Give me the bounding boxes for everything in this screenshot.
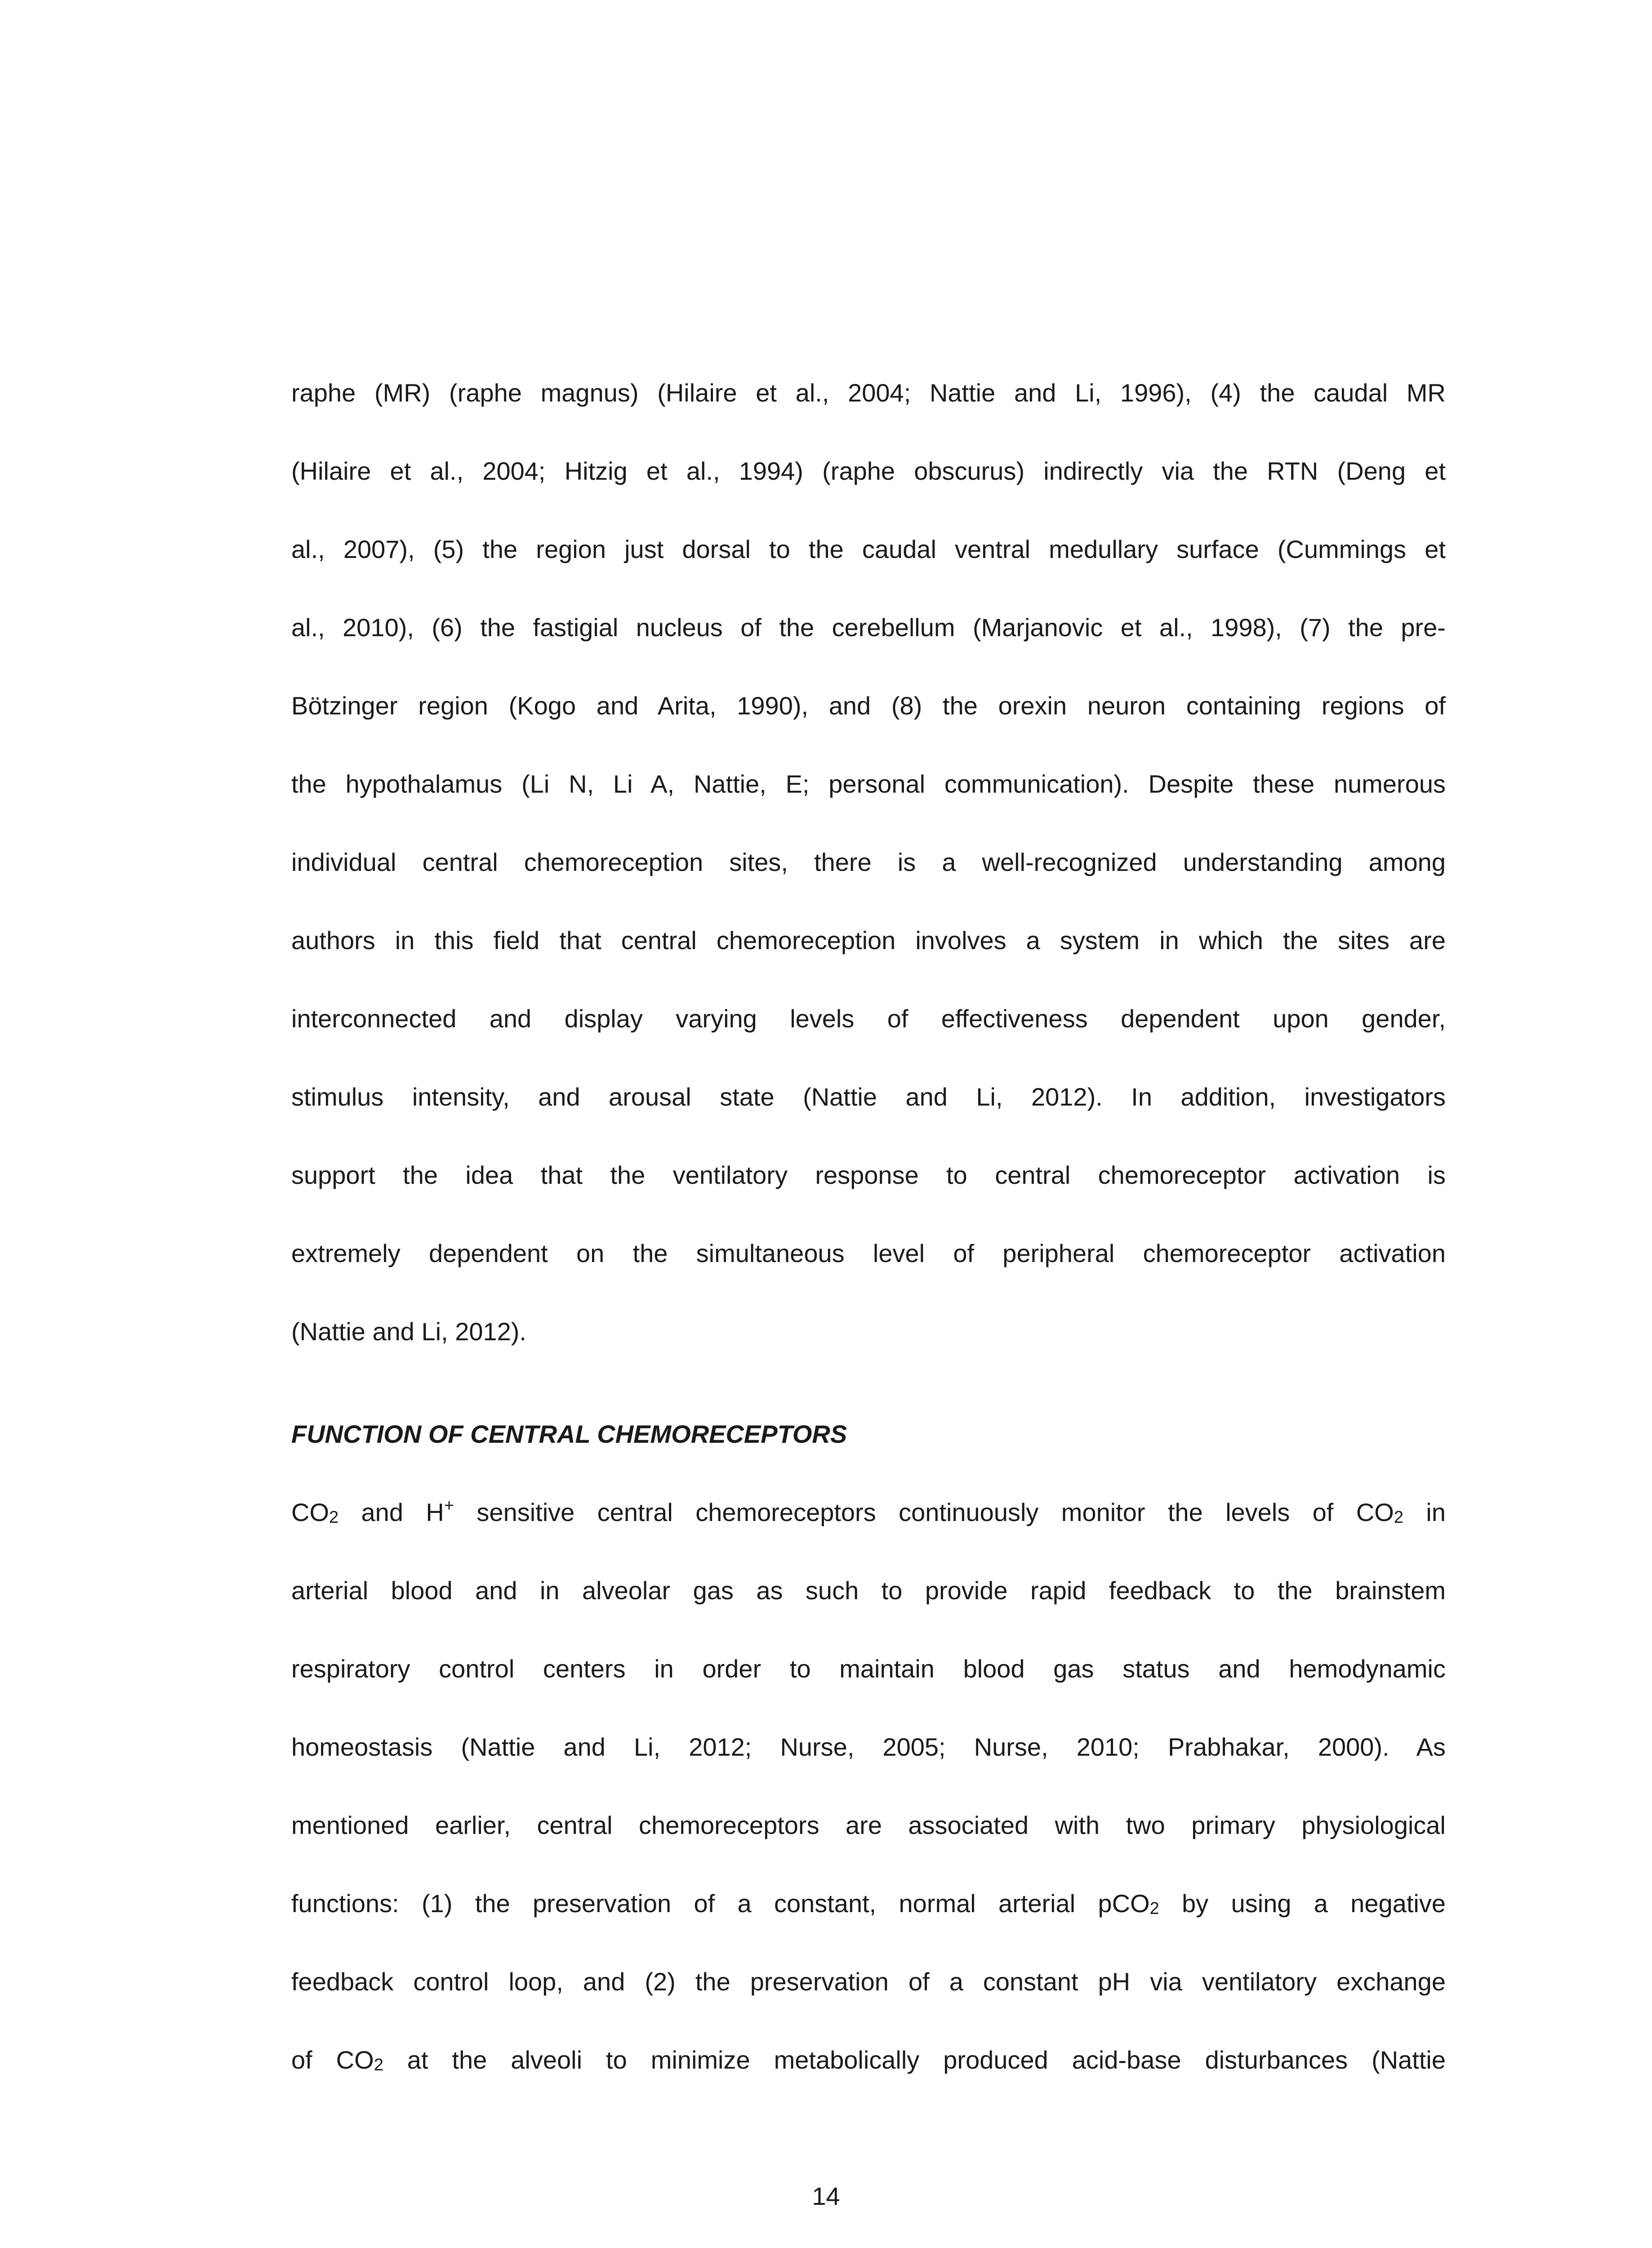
subscript: 2 bbox=[374, 2056, 383, 2074]
text-line bbox=[291, 2021, 1446, 2099]
text-line: stimulus intensity, and arousal state (Nattie and Li, 2012). In addition, investigators bbox=[291, 1083, 1446, 1111]
text-line: mentioned earlier, central chemoreceptors are associated with two primary physiological bbox=[291, 1811, 1446, 1839]
text-line: respiratory control centers in order to maintain blood gas status and hemodynamic bbox=[291, 1655, 1446, 1683]
text-run: and H bbox=[338, 1498, 444, 1526]
text-line: interconnected and display varying levels of effectiveness dependent upon gender, bbox=[291, 1004, 1446, 1033]
text-line bbox=[291, 1864, 1446, 1943]
text-run: by using a negative bbox=[1159, 1889, 1446, 1918]
text-line: the hypothalamus (Li N, Li A, Nattie, E; personal communication). Despite these numerous bbox=[291, 770, 1446, 798]
text-line: al., 2010), (6) the fastigial nucleus of the cerebellum (Marjanovic et al., 1998), (7) the pre- bbox=[291, 613, 1446, 642]
text-line: homeostasis (Nattie and Li, 2012; Nurse, 2005; Nurse, 2010; Prabhakar, 2000). As bbox=[291, 1733, 1446, 1761]
text-line: (Hilaire et al., 2004; Hitzig et al., 1994) (raphe obscurus) indirectly via the RTN (Deng et bbox=[291, 457, 1446, 485]
text-line: extremely dependent on the simultaneous level of peripheral chemoreceptor activation bbox=[291, 1239, 1446, 1267]
text-line: arterial blood and in alveolar gas as such to provide rapid feedback to the brainstem bbox=[291, 1576, 1446, 1605]
text-run: of CO bbox=[291, 2046, 374, 2074]
text-run: functions: (1) the preservation of a constant, normal arterial pCO bbox=[291, 1889, 1150, 1918]
subscript: 2 bbox=[1149, 1899, 1159, 1918]
text-line: (Nattie and Li, 2012). bbox=[291, 1317, 526, 1346]
paragraph-central-chemoreception-sites bbox=[291, 354, 1446, 1371]
text-line: support the idea that the ventilatory response to central chemoreceptor activation is bbox=[291, 1161, 1446, 1189]
text-line: al., 2007), (5) the region just dorsal to the caudal ventral medullary surface (Cummings et bbox=[291, 535, 1446, 563]
text-run: in bbox=[1403, 1498, 1446, 1526]
subscript: 2 bbox=[1394, 1508, 1404, 1527]
paragraph-function-of-chemoreceptors bbox=[291, 1473, 1446, 2099]
text-line: Bötzinger region (Kogo and Arita, 1990), and (8) the orexin neuron containing regions of bbox=[291, 691, 1446, 720]
text-line: feedback control loop, and (2) the preservation of a constant pH via ventilatory exchange bbox=[291, 1967, 1446, 1996]
section-heading: FUNCTION OF CENTRAL CHEMORECEPTORS bbox=[291, 1420, 847, 1448]
text-run: CO bbox=[291, 1498, 329, 1526]
text-line: individual central chemoreception sites, there is a well-recognized understanding among bbox=[291, 848, 1446, 876]
text-run: sensitive central chemoreceptors continuously monitor the levels of CO bbox=[454, 1498, 1394, 1526]
text-line: raphe (MR) (raphe magnus) (Hilaire et al., 2004; Nattie and Li, 1996), (4) the caudal MR bbox=[291, 379, 1446, 407]
superscript: + bbox=[444, 1496, 454, 1515]
text-line: authors in this field that central chemoreception involves a system in which the sites are bbox=[291, 926, 1446, 955]
subscript: 2 bbox=[329, 1508, 339, 1527]
text-line bbox=[291, 1473, 1446, 1552]
page-number: 14 bbox=[812, 2182, 840, 2210]
text-run: at the alveoli to minimize metabolically produced acid-base disturbances (Nattie bbox=[383, 2046, 1446, 2074]
